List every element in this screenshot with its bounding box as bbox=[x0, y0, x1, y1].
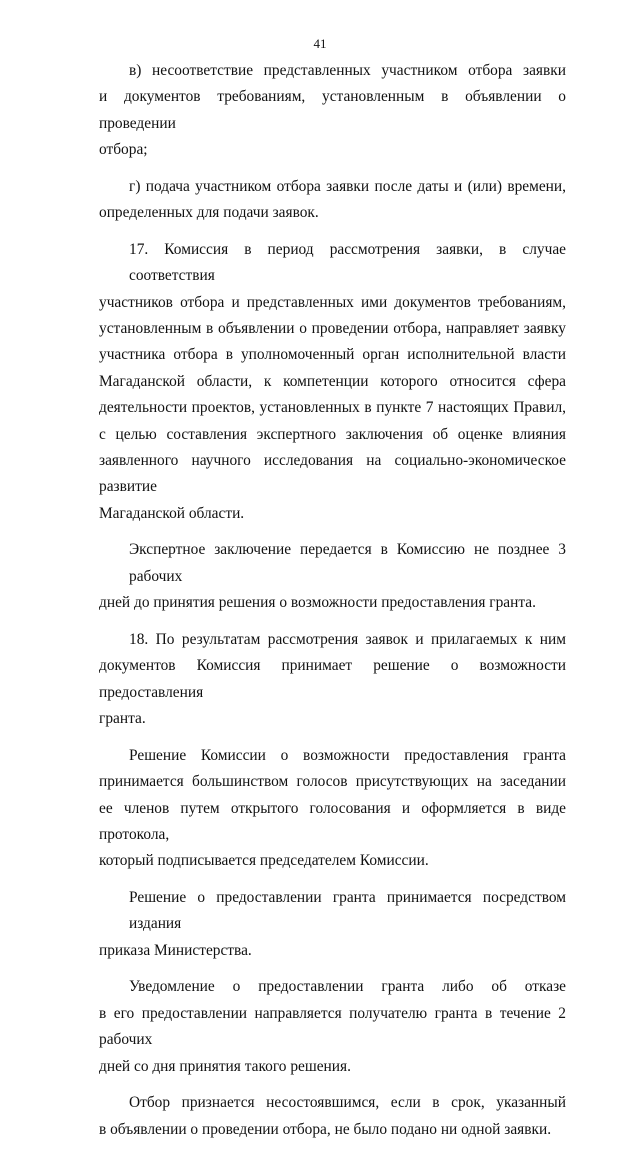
text-line: отбора; bbox=[99, 141, 148, 159]
paragraph-g-late-submission bbox=[99, 174, 566, 227]
paragraph-17-commission-review bbox=[99, 237, 566, 527]
paragraph-18-review-results bbox=[99, 627, 566, 733]
paragraph-notification bbox=[99, 974, 566, 1080]
text-line: Магаданской области. bbox=[99, 504, 245, 522]
text-line: в объявлении о проведении отбора, не было подано ни одной заявки. bbox=[99, 1120, 552, 1138]
text-line: Экспертное заключение передается в Комиссию не позднее 3 рабочих bbox=[129, 541, 566, 585]
text-line: дней со дня принятия такого решения. bbox=[99, 1057, 351, 1075]
text-line: участников отбора и представленных ими документов требованиям, bbox=[99, 293, 566, 311]
page-number: 41 bbox=[313, 36, 327, 51]
paragraph-expert-conclusion bbox=[99, 537, 566, 616]
text-line: участника отбора в уполномоченный орган исполнительной власти bbox=[99, 346, 566, 364]
text-line: документов Комиссия принимает решение о возможности предоставления bbox=[99, 657, 566, 701]
text-line: гранта. bbox=[99, 710, 146, 728]
text-line: г) подача участником отбора заявки после даты и (или) времени, bbox=[129, 177, 566, 195]
text-line: определенных для подачи заявок. bbox=[99, 204, 319, 222]
text-line: с целью составления экспертного заключения об оценке влияния bbox=[99, 425, 566, 443]
paragraph-ministry-order bbox=[99, 885, 566, 964]
text-line: дней до принятия решения о возможности предоставления гранта. bbox=[99, 594, 536, 612]
document-body bbox=[99, 58, 566, 1153]
text-line: в) несоответствие представленных участником отбора заявки bbox=[129, 62, 566, 79]
text-line: деятельности проектов, установленных в пункте 7 настоящих Правил, bbox=[99, 399, 566, 417]
text-line: Решение Комиссии о возможности предоставления гранта bbox=[129, 746, 566, 764]
text-line: 17. Комиссия в период рассмотрения заявки, в случае соответствия bbox=[129, 240, 566, 285]
text-line: Отбор признается несостоявшимся, если в срок, указанный bbox=[129, 1094, 566, 1112]
text-line: Решение о предоставлении гранта принимается посредством издания bbox=[129, 888, 566, 933]
paragraph-selection-void bbox=[99, 1090, 566, 1143]
text-line: приказа Министерства. bbox=[99, 941, 252, 959]
text-line: который подписывается председателем Комиссии. bbox=[99, 852, 429, 870]
text-line: и документов требованиям, установленным в объявлении о проведении bbox=[99, 88, 566, 132]
text-line: установленным в объявлении о проведении отбора, направляет заявку bbox=[99, 320, 566, 338]
text-line: в его предоставлении направляется получателю гранта в течение 2 рабочих bbox=[99, 1004, 566, 1049]
paragraph-commission-decision bbox=[99, 743, 566, 875]
text-line: заявленного научного исследования на социально-экономическое развитие bbox=[99, 452, 566, 496]
text-line: ее членов путем открытого голосования и оформляется в виде протокола, bbox=[99, 799, 566, 843]
text-line: 18. По результатам рассмотрения заявок и прилагаемых к ним bbox=[129, 630, 566, 648]
paragraph-v-nonconformity bbox=[99, 58, 566, 164]
text-line: Магаданской области, к компетенции которого относится сфера bbox=[99, 372, 566, 390]
text-line: Уведомление о предоставлении гранта либо об отказе bbox=[129, 978, 566, 996]
text-line: принимается большинством голосов присутствующих на заседании bbox=[99, 773, 566, 791]
